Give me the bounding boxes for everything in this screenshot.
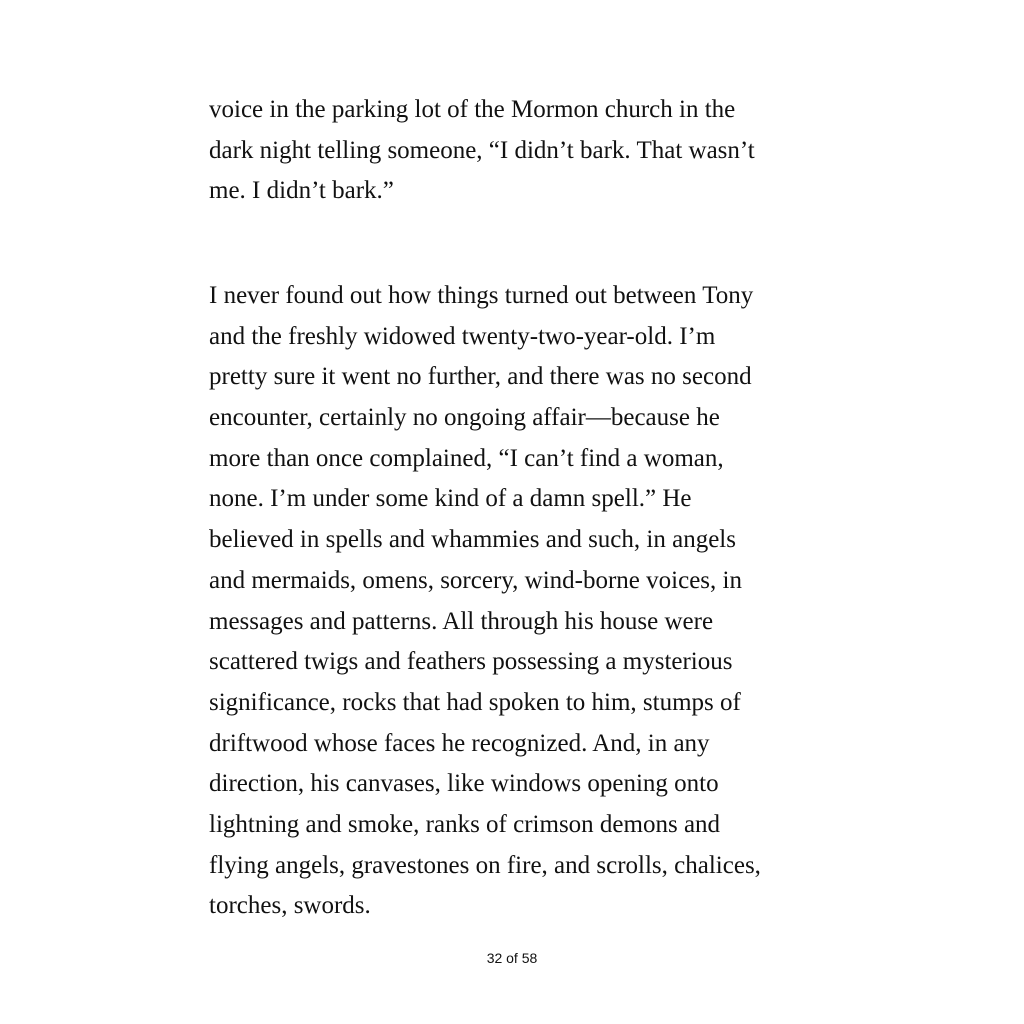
text-line: torches, swords. xyxy=(209,892,371,920)
text-line: more than once complained, “I can’t find a woman, xyxy=(209,444,724,472)
text-line: direction, his canvases, like windows opening onto xyxy=(209,770,719,798)
text-line: flying angels, gravestones on fire, and scrolls, chalices, xyxy=(209,851,761,879)
text-line: lightning and smoke, ranks of crimson demons and xyxy=(209,810,721,838)
text-line: encounter, certainly no ongoing affair—because he xyxy=(209,404,720,432)
text-line: significance, rocks that had spoken to him, stumps of xyxy=(209,688,741,716)
text-line: messages and patterns. All through his house were xyxy=(209,607,714,635)
paragraph-1 xyxy=(209,90,829,212)
page-indicator: 32 of 58 xyxy=(486,950,538,966)
text-line: pretty sure it went no further, and there was no second xyxy=(209,363,752,391)
text-line: driftwood whose faces he recognized. And, in any xyxy=(209,729,710,757)
text-line: scattered twigs and feathers possessing a mysterious xyxy=(209,648,733,676)
text-line: none. I’m under some kind of a damn spell.” He xyxy=(209,485,692,513)
text-line: believed in spells and whammies and such, in angels xyxy=(209,526,736,554)
text-line: dark night telling someone, “I didn’t bark. That wasn’t xyxy=(209,136,755,164)
text-line: and the freshly widowed twenty-two-year-old. I’m xyxy=(209,322,716,350)
paragraph-2 xyxy=(209,276,829,927)
text-line: and mermaids, omens, sorcery, wind-borne voices, in xyxy=(209,566,742,594)
text-line: me. I didn’t bark.” xyxy=(209,177,394,205)
text-line: voice in the parking lot of the Mormon church in the xyxy=(209,96,736,123)
text-line: I never found out how things turned out between Tony xyxy=(209,282,754,309)
